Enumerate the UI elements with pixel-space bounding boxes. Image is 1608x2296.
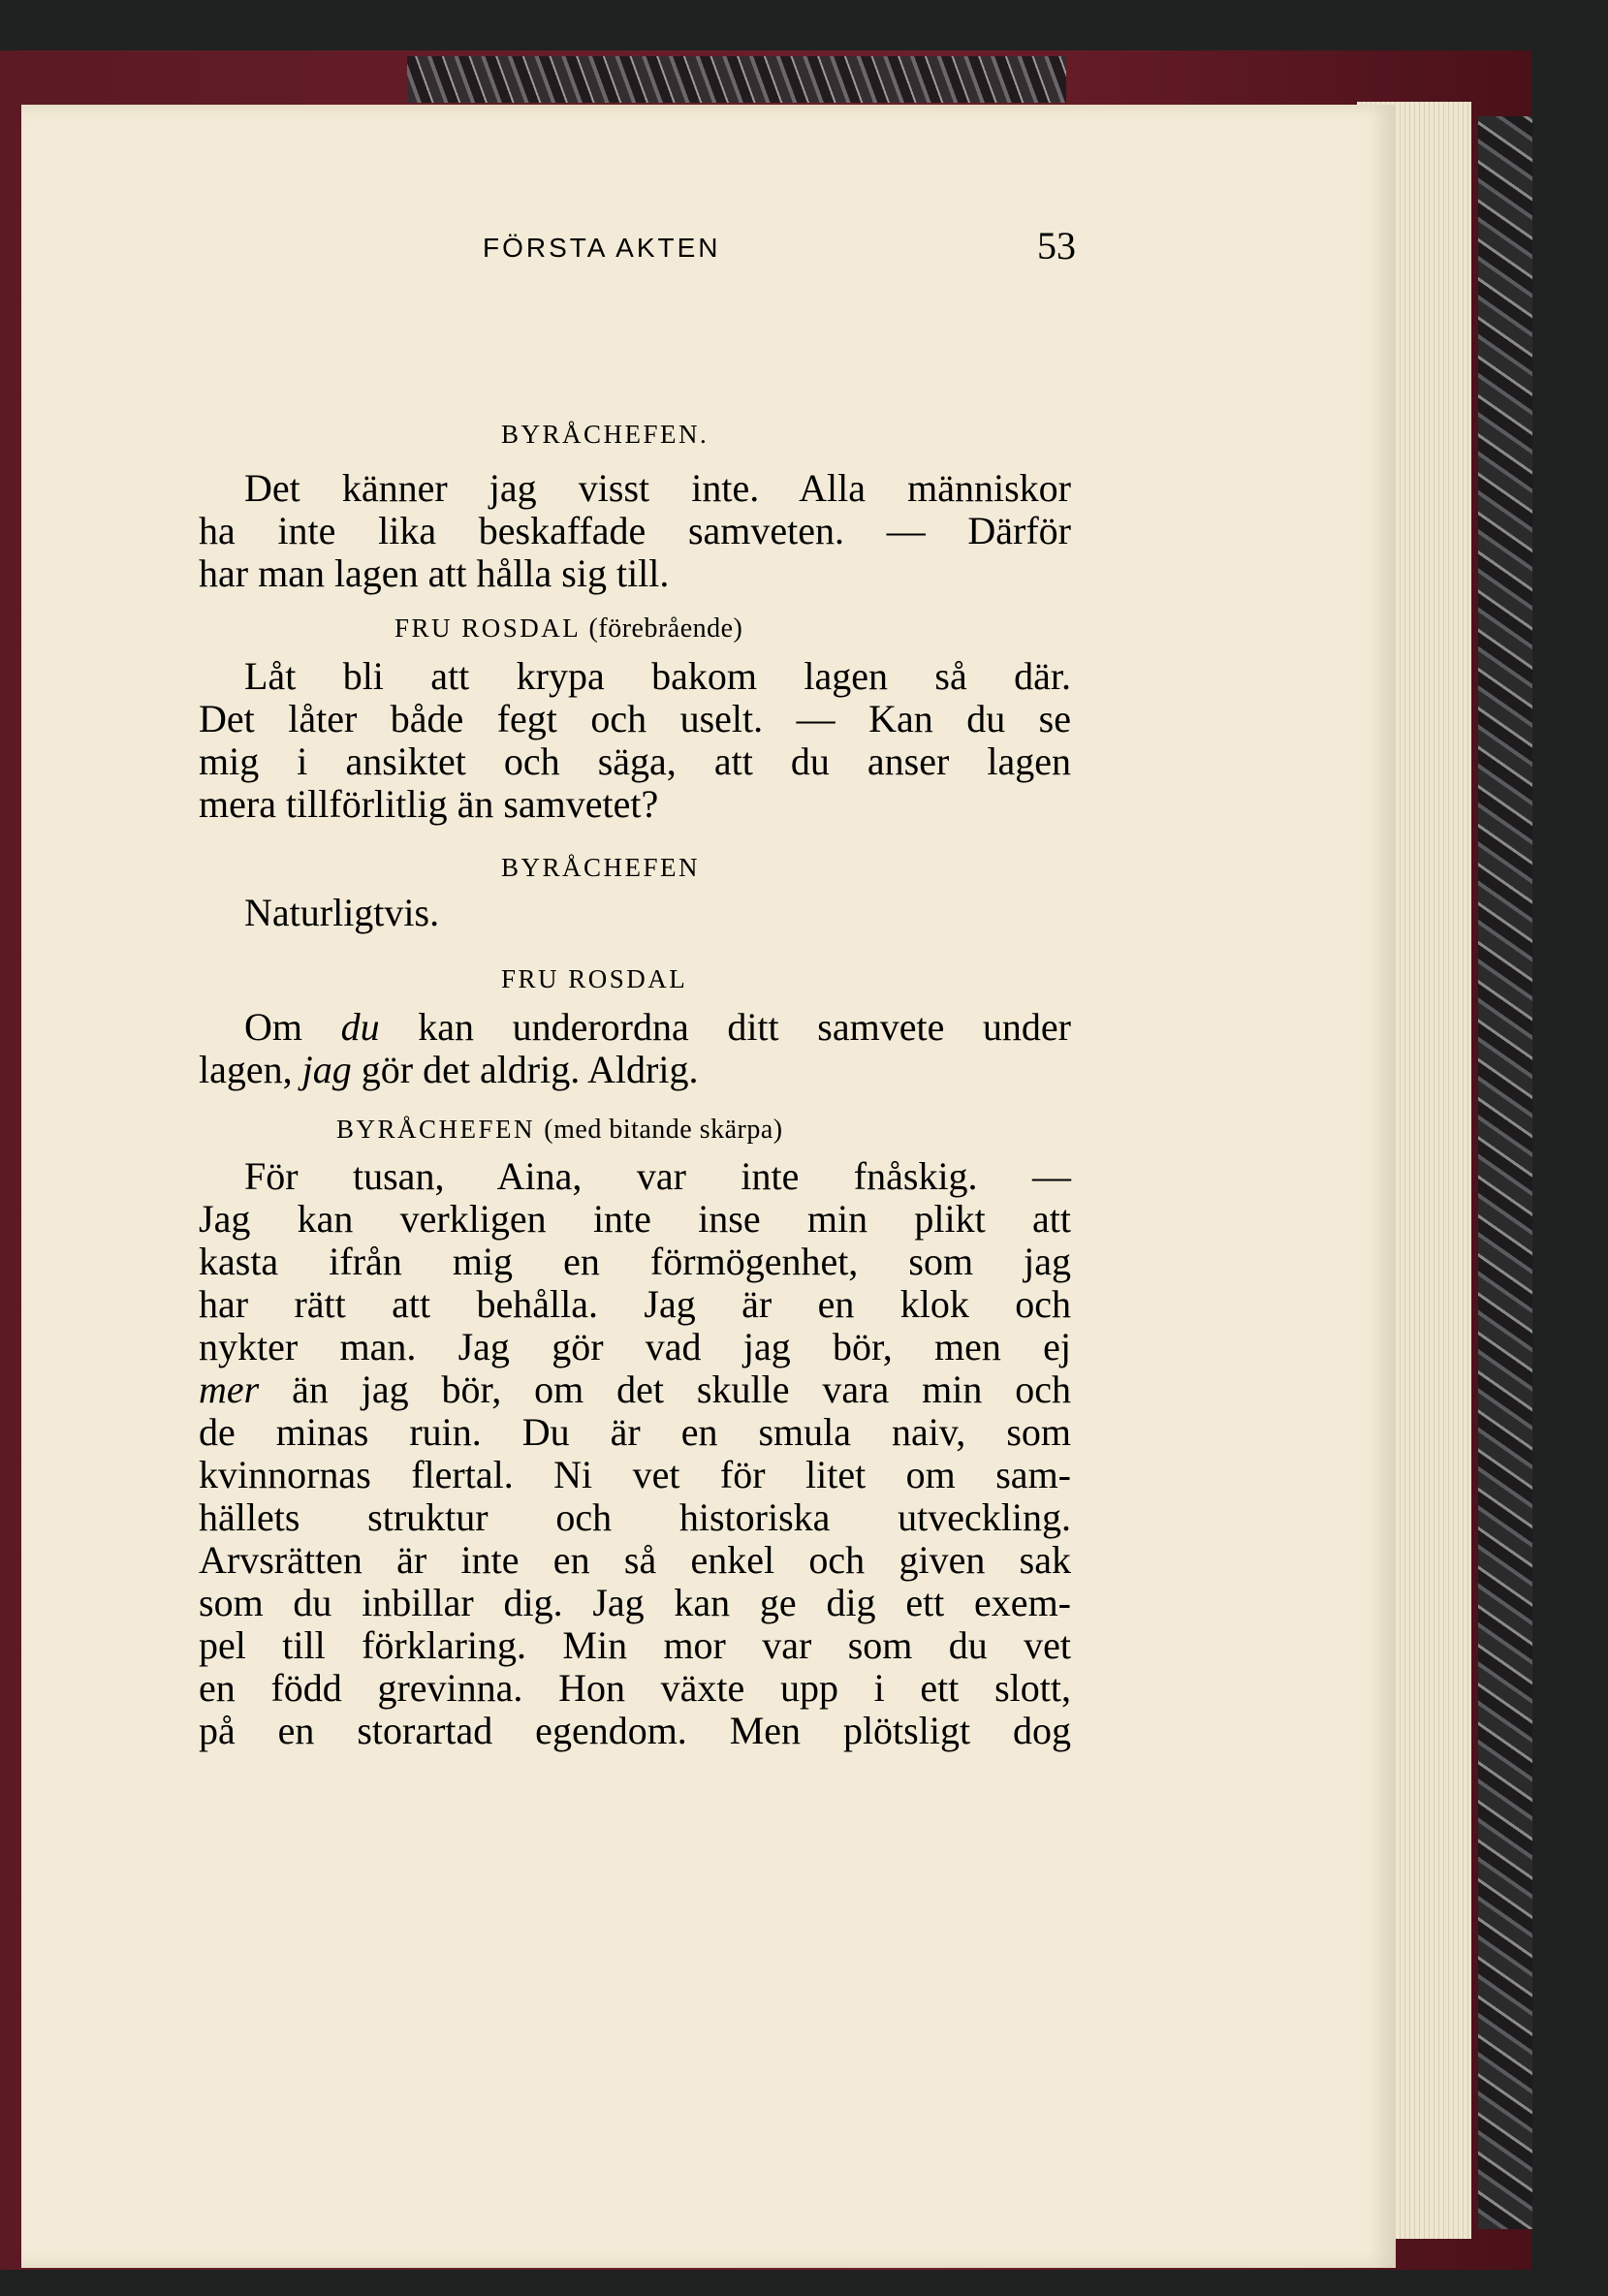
running-head-title: FÖRSTA AKTEN: [483, 233, 721, 263]
speaker-label: [501, 964, 687, 994]
speaker-name: BYRÅCHEFEN: [336, 1115, 536, 1144]
page-number: 53: [1037, 224, 1076, 267]
dialogue-line: Det känner jag visst inte. Alla människor: [244, 466, 1071, 510]
running-head: [300, 223, 1076, 271]
dialogue-line: Jag kan verkligen inte inse min plikt att: [199, 1197, 1071, 1241]
dialogue-line: har man lagen att hålla sig till.: [199, 551, 670, 595]
dialogue-line: [199, 1049, 1071, 1091]
dialogue-line: kasta ifrån mig en förmögenhet, som jag: [199, 1240, 1071, 1283]
speaker-label: [336, 1115, 783, 1146]
dialogue-line: nykter man. Jag gör vad jag bör, men ej: [199, 1325, 1071, 1368]
dialogue-line: Det låter både fegt och uselt. — Kan du se: [199, 697, 1071, 740]
dialogue-line: [244, 1006, 1071, 1049]
speaker-name: FRU ROSDAL: [501, 964, 688, 993]
dialogue-line: de minas ruin. Du är en smula naiv, som: [199, 1410, 1071, 1454]
marbled-edge-side: [1478, 116, 1532, 2229]
dialogue-line: en född grevinna. Hon växte upp i ett slott,: [199, 1666, 1071, 1710]
dialogue-line: har rätt att behålla. Jag är en klok och: [199, 1282, 1071, 1326]
dialogue-line: mera tillförlitlig än samvetet?: [199, 782, 659, 826]
marbled-edge-top: [407, 56, 1066, 103]
speaker-label: [501, 420, 709, 450]
emphasis: mer: [199, 1368, 260, 1411]
stage-direction: (med bitande skärpa): [544, 1115, 783, 1145]
book-page: [21, 105, 1396, 2268]
speaker-name: FRU ROSDAL: [394, 613, 581, 643]
line-text: Om: [244, 1005, 341, 1049]
line-text: än jag bör, om det skulle vara min och: [259, 1368, 1071, 1411]
dialogue-line: hällets struktur och historiska utveckling.: [199, 1495, 1071, 1539]
emphasis: jag: [301, 1048, 352, 1091]
dialogue-line: Låt bli att krypa bakom lagen så där.: [244, 654, 1071, 698]
dialogue-line: på en storartad egendom. Men plötsligt dog: [199, 1709, 1071, 1752]
dialogue-line: För tusan, Aina, var inte fnåskig. —: [244, 1154, 1071, 1198]
emphasis: du: [340, 1005, 380, 1049]
speaker-name: BYRÅCHEFEN: [501, 853, 701, 882]
speaker-label: [394, 613, 742, 645]
dialogue-line: Arvsrätten är inte en så enkel och given sak: [199, 1538, 1071, 1582]
dialogue-line: kvinnornas flertal. Ni vet för litet om sam-: [199, 1453, 1071, 1496]
dialogue-line: Naturligtvis.: [244, 891, 440, 934]
speaker-name: BYRÅCHEFEN.: [501, 420, 709, 449]
speaker-label: [501, 853, 700, 883]
dialogue-line: ha inte lika beskaffade samveten. — Därför: [199, 509, 1071, 552]
line-text: lagen,: [199, 1048, 302, 1091]
dialogue-line: mig i ansiktet och säga, att du anser lagen: [199, 739, 1071, 783]
dialogue-line: pel till förklaring. Min mor var som du vet: [199, 1623, 1071, 1667]
line-text: gör det aldrig. Aldrig.: [351, 1048, 699, 1091]
dialogue-line: som du inbillar dig. Jag kan ge dig ett exem-: [199, 1581, 1071, 1624]
dialogue-line: [199, 1368, 1071, 1411]
line-text: kan underordna ditt samvete under: [379, 1005, 1072, 1049]
stage-direction: (förebrående): [588, 613, 743, 644]
